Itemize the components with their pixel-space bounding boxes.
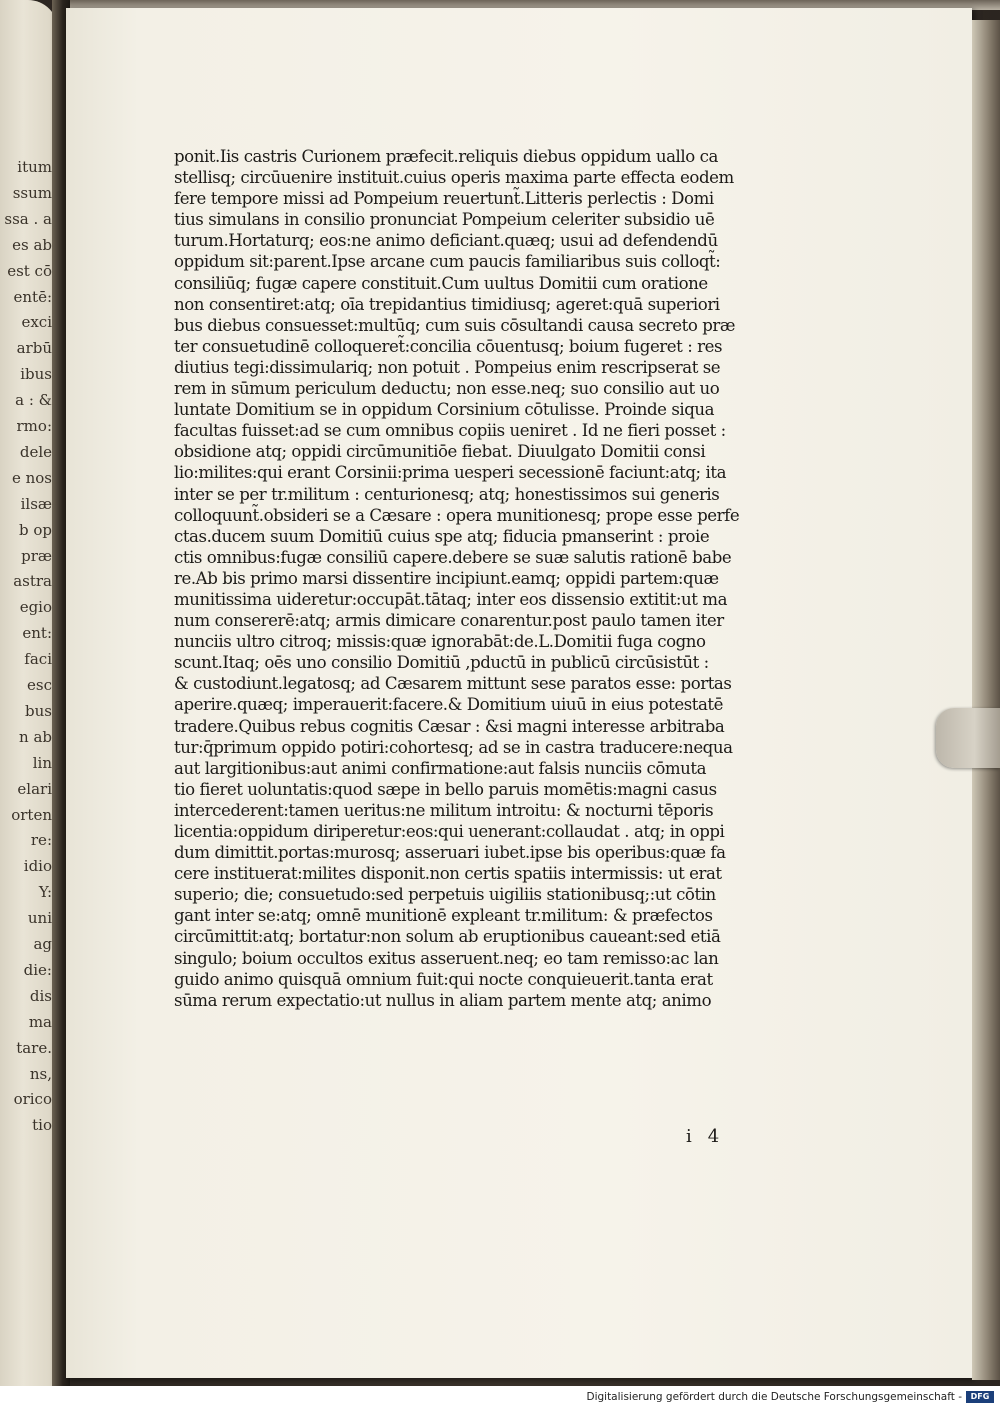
previous-page-fragment: lin: [32, 753, 52, 772]
previous-page-fragment: rmo:: [16, 417, 52, 435]
signature-letter: i: [686, 1126, 692, 1147]
previous-page-fragment: est cō: [7, 261, 52, 280]
previous-page-fragment: entē:: [13, 287, 52, 306]
text-line: fere tempore missi ad Pompeium reuertunt̃.Litteris perlectis : Domi: [174, 189, 714, 209]
bookmark-ribbon: [936, 708, 1000, 768]
previous-page-fragment: orico: [13, 1090, 52, 1109]
text-line: intercederent:tamen ueritus:ne militum introitu: & nocturni tēporis: [174, 800, 714, 820]
previous-page-fragment: a : &: [15, 391, 52, 410]
previous-page-fragment: esc: [27, 676, 52, 694]
text-line: aperire.quæq; imperauerit:facere.& Domitium uiuū in eius potestatē: [174, 695, 724, 715]
text-line: consiliūq; fugæ capere constituit.Cum uultus Domitii cum oratione: [174, 273, 708, 293]
previous-page-fragment: præ: [21, 546, 52, 565]
text-line: tur:q̄primum oppido potiri:cohortesq; ad se in castra traducere:nequa: [174, 737, 733, 757]
previous-page-fragment: ma: [28, 1012, 52, 1031]
text-line: ctis omnibus:fugæ consiliū capere.debere se suæ salutis rationē babe: [174, 547, 732, 567]
previous-page-fragment: exci: [21, 313, 52, 332]
page-text: [174, 146, 774, 1011]
previous-page-fragment: n ab: [19, 727, 52, 746]
text-line: nunciis ultro citroq; missis:quæ ignorabāt:de.L.Domitii fuga cogno: [174, 632, 706, 652]
text-line: turum.Hortaturq; eos:ne animo deficiant.quæq; usui ad defendendū: [174, 231, 718, 251]
text-line: & custodiunt.legatosq; ad Cæsarem mittunt sese paratos esse: portas: [174, 674, 732, 694]
previous-page-fragment: dele: [19, 442, 52, 461]
page-stack-edge: [972, 20, 1000, 1380]
previous-page-fragment: dis: [29, 986, 52, 1005]
previous-page-fragment: ibus: [20, 365, 52, 384]
text-line: dum dimittit.portas:murosq; asseruari iubet.ipse bis operibus:quæ fa: [174, 843, 726, 863]
previous-page-fragment: ssa . a: [4, 209, 52, 228]
text-line: num consererē:atq; armis dimicare conarentur.post paulo tamen iter: [174, 611, 724, 631]
text-line: aut largitionibus:aut animi confirmatione:aut falsis nunciis cōmuta: [174, 758, 707, 778]
text-line: diutius tegi:dissimulariq; non potuit . Pompeius enim rescripserat se: [174, 357, 721, 377]
text-line: tradere.Quibus rebus cognitis Cæsar : &si magni interesse arbitraba: [174, 716, 725, 736]
text-line: cere instituerat:milites disponit.non certis spatiis intermissis: ut erat: [174, 864, 722, 884]
previous-page-fragment: arbū: [16, 339, 52, 358]
text-line: superio; die; consuetudo:sed perpetuis uigiliis stationibusq;:ut cōtin: [174, 885, 716, 905]
text-line: non consentiret:atq; oīa trepidantius timidiusq; ageret:quā superiori: [174, 294, 720, 314]
text-line: circūmittit:atq; bortatur:non solum ab eruptionibus caueant:sed etiā: [174, 927, 721, 947]
previous-page-fragment: uni: [27, 909, 52, 928]
previous-page-fragment: e nos: [11, 468, 52, 487]
previous-page-fragment: tare.: [16, 1038, 52, 1057]
text-line: luntate Domitium se in oppidum Corsinium cōtulisse. Proinde siqua: [174, 400, 715, 420]
text-line: stellisq; circūuenire instituit.cuius operis maxima parte effecta eodem: [174, 168, 734, 188]
text-line: ctas.ducem suum Domitiū cuius spe atq; fiducia pmanserint : proie: [174, 526, 710, 546]
text-line: sūma rerum expectatio:ut nullus in aliam partem mente atq; animo: [174, 990, 712, 1010]
previous-page-fragment: ilsæ: [20, 494, 52, 513]
previous-page-fragment: egio: [19, 598, 52, 617]
dfg-logo: DFG: [966, 1391, 994, 1403]
footer-bar: [0, 1386, 1000, 1408]
previous-page-fragment: ag: [33, 935, 52, 953]
previous-page-fragment: bus: [25, 701, 52, 720]
text-line: lio:milites:qui erant Corsinii:prima uesperi secessionē faciunt:atq; ita: [174, 463, 727, 483]
previous-page-fragment: Y:: [38, 883, 52, 902]
previous-page-fragment: re:: [30, 831, 52, 850]
previous-page-fragment: ssum: [12, 183, 52, 202]
text-line: ponit.Iis castris Curionem præfecit.reliquis diebus oppidum uallo ca: [174, 147, 718, 166]
text-line: gant inter se:atq; omnē munitionē expleant tr.militum: & præfectos: [174, 906, 713, 926]
previous-page-fragment: elari: [17, 779, 52, 798]
signature-mark: [686, 1126, 735, 1147]
previous-page-edge: [0, 0, 58, 1386]
previous-page-fragment: astra: [13, 572, 52, 591]
text-line: colloquunt̃.obsideri se a Cæsare : opera munitionesq; prope esse perfe: [174, 505, 740, 525]
text-line: re.Ab bis primo marsi dissentire incipiunt.eamq; oppidi partem:quæ: [174, 568, 719, 588]
previous-page-fragment: die:: [23, 960, 52, 979]
text-line: licentia:oppidum diriperetur:eos:qui uenerant:collaudat . atq; in oppi: [174, 822, 725, 841]
previous-page-fragment: orten: [11, 805, 52, 824]
text-line: singulo; boium occultos exitus asseruent.neq; eo tam remisso:ac lan: [174, 948, 719, 968]
text-line: obsidione atq; oppidi circūmunitiōe fiebat. Diuulgato Domitii consi: [174, 442, 706, 462]
previous-page-fragment: b op: [18, 520, 52, 539]
previous-page-fragment: es ab: [12, 235, 52, 254]
text-line: tius simulans in consilio pronunciat Pompeium celeriter subsidio uē: [174, 210, 715, 230]
text-line: oppidum sit:parent.Ipse arcane cum paucis familiaribus suis colloqt̃:: [174, 252, 721, 272]
previous-page-fragment: itum: [17, 158, 52, 176]
previous-page-fragment: ns,: [29, 1064, 52, 1083]
text-line: ter consuetudinē colloqueret̃:concilia cōuentusq; boium fugeret : res: [174, 336, 723, 356]
signature-number: 4: [707, 1126, 720, 1147]
text-line: bus diebus consuesset:multūq; cum suis cōsultandi causa secreto præ: [174, 315, 736, 335]
previous-page-fragment: ent:: [22, 624, 52, 643]
previous-page-fragment: tio: [32, 1116, 52, 1135]
text-line: facultas fuisset:ad se cum omnibus copiis ueniret . Id ne fieri posset :: [174, 421, 726, 441]
text-line: munitissima uideretur:occupāt.tātaq; inter eos dissensio extitit:ut ma: [174, 589, 728, 609]
text-line: scunt.Itaq; oēs uno consilio Domitiū ,pductū in publicū circūsistūt :: [174, 653, 709, 673]
text-line: inter se per tr.militum : centurionesq; atq; honestissimos sui generis: [174, 484, 720, 504]
text-line: rem in sūmum periculum deductu; non esse.neq; suo consilio aut uo: [174, 379, 720, 399]
previous-page-fragment: idio: [23, 857, 52, 876]
footer-credit: Digitalisierung gefördert durch die Deutsche Forschungsgemeinschaft -: [586, 1391, 962, 1403]
text-line: guido animo quisquā omnium fuit:qui nocte conquieuerit.tanta erat: [174, 969, 713, 989]
text-line: tio fieret uoluntatis:quod sæpe in bello paruis momētis:magni casus: [174, 779, 717, 799]
previous-page-fragment: faci: [24, 650, 52, 669]
